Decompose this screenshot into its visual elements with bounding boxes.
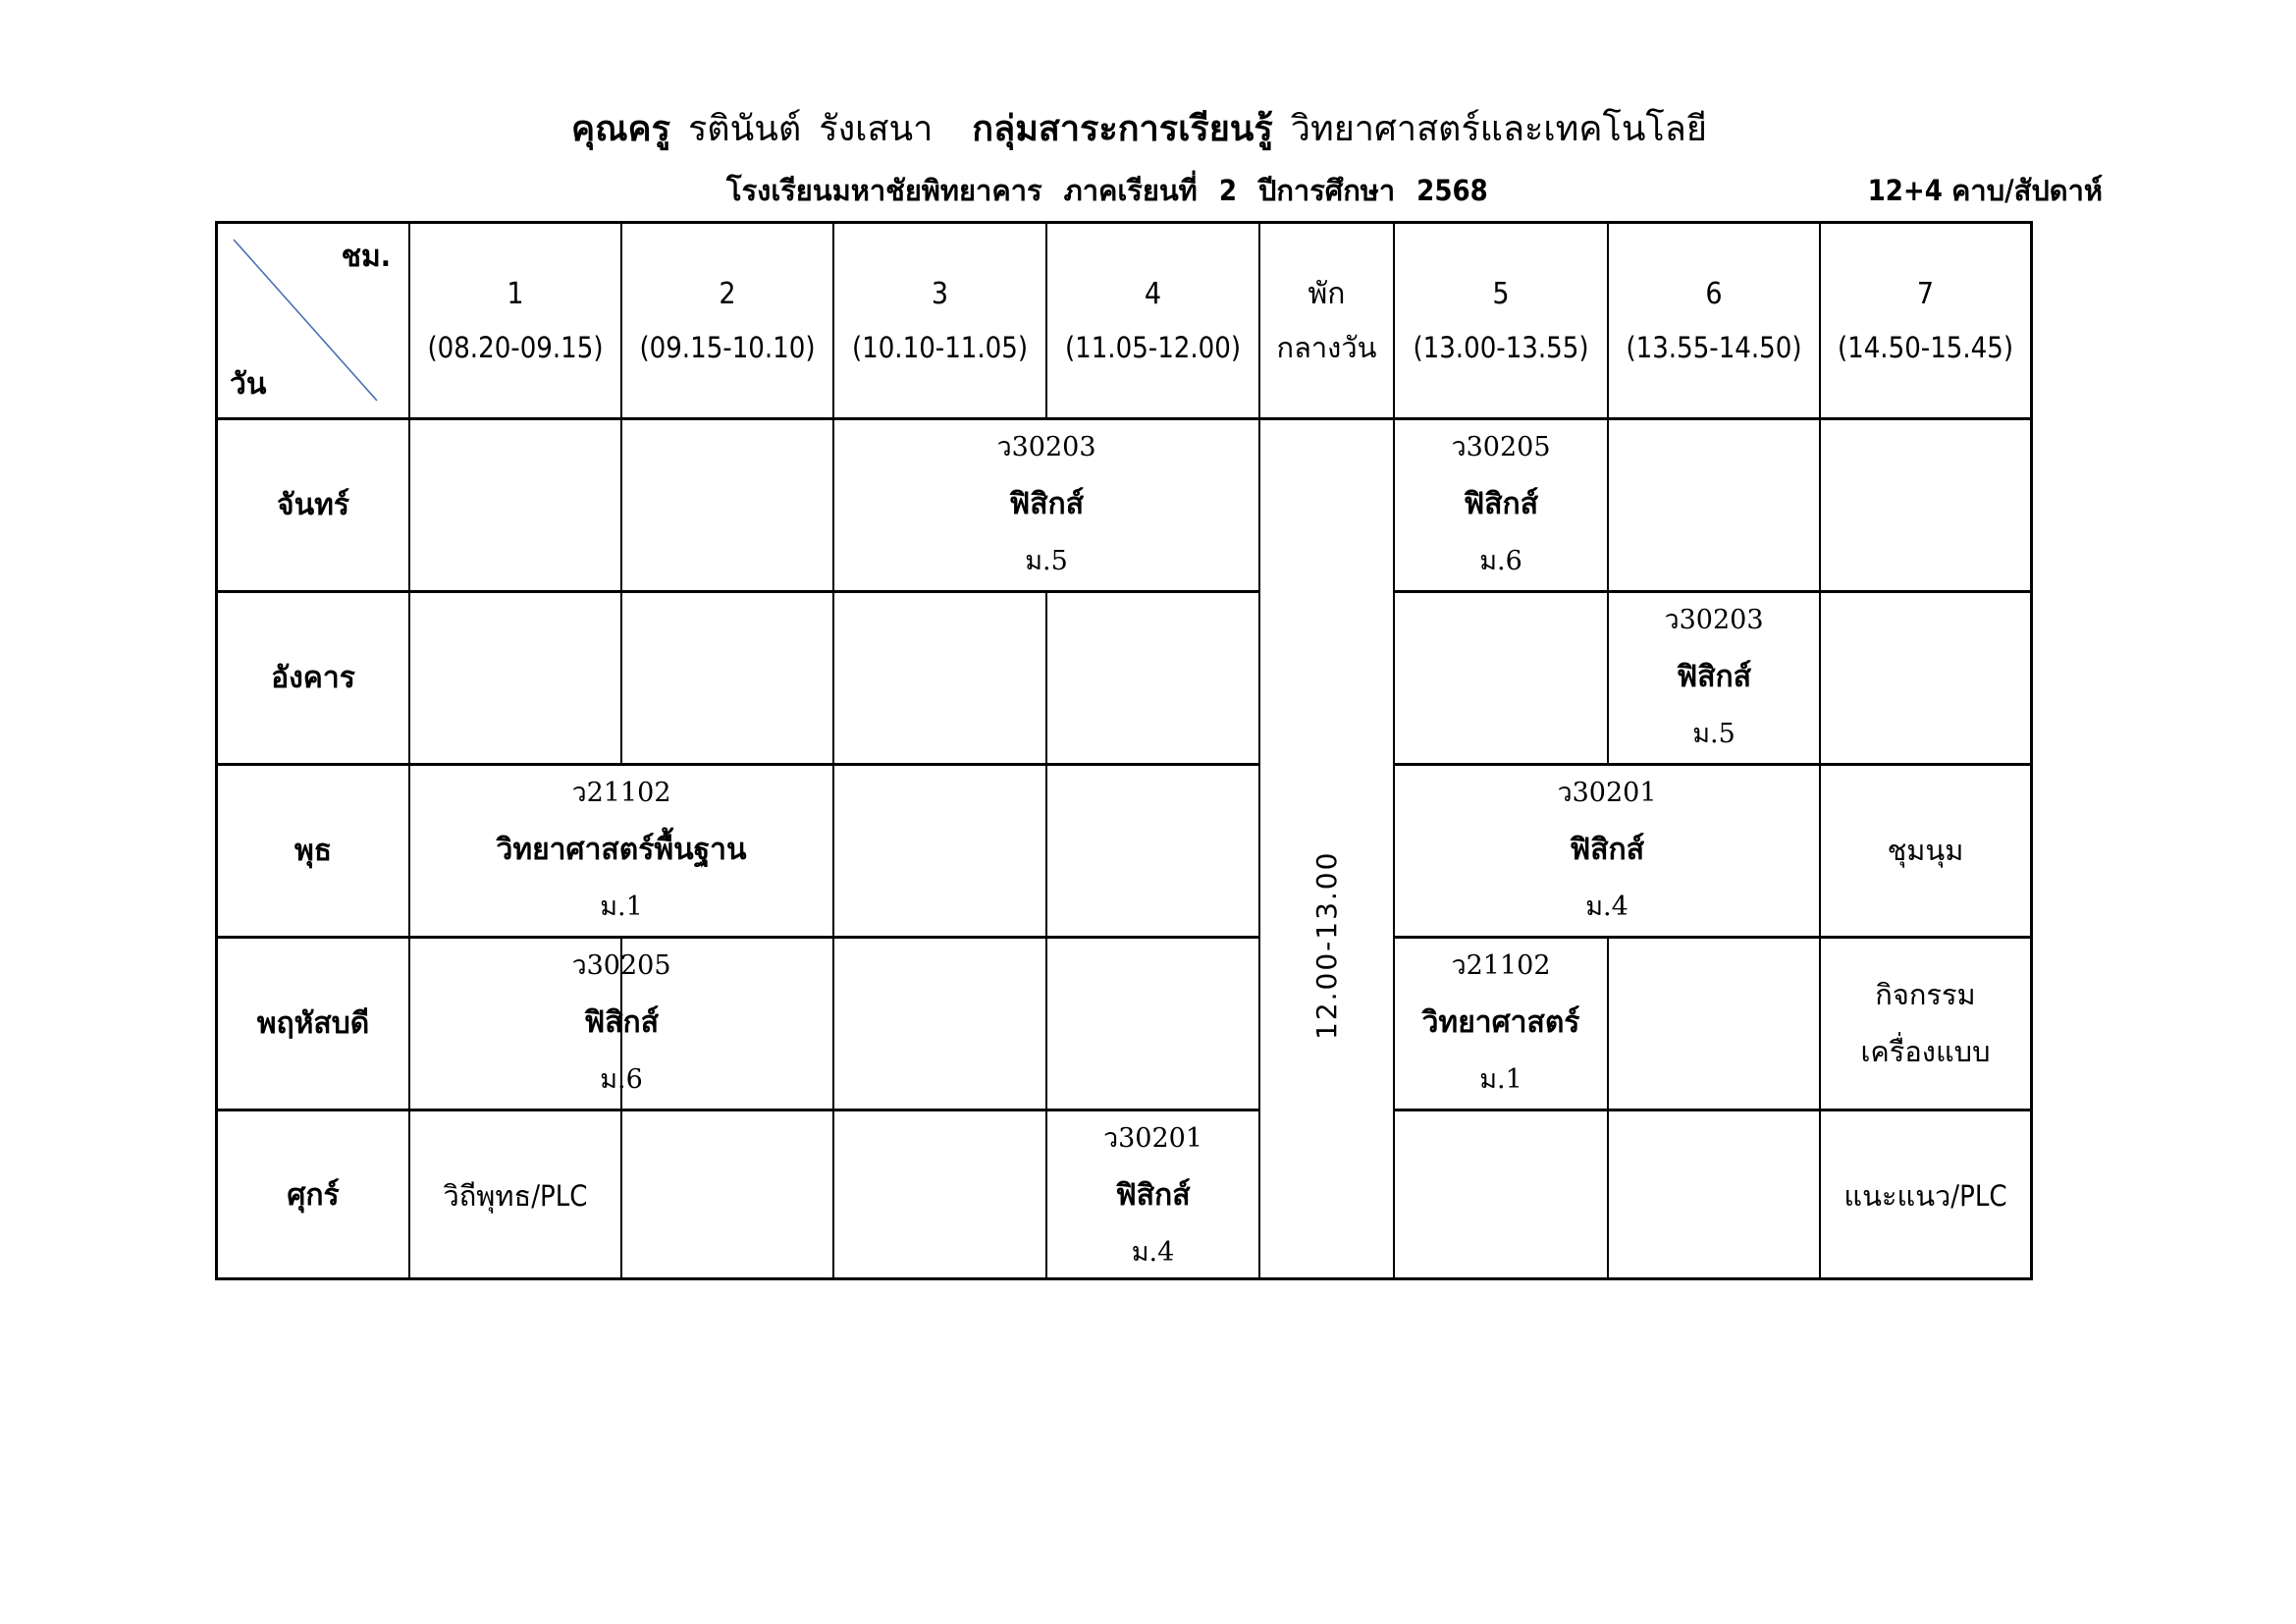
header-lunch — [1260, 224, 1393, 417]
corner-day-label: วัน — [230, 367, 267, 402]
period-number: 2 — [719, 276, 736, 311]
course-subject: ฟิสิกส์ — [583, 1005, 660, 1040]
class-slot[interactable] — [1047, 1110, 1258, 1280]
year-value: 2568 — [1416, 174, 1488, 207]
course-code: ว21102 — [1451, 950, 1551, 981]
course-level: ม.1 — [1479, 1064, 1522, 1095]
class-slot[interactable] — [834, 419, 1258, 590]
period-number: 3 — [931, 276, 949, 311]
course-code: ว30205 — [571, 950, 671, 981]
course-level: ม.5 — [1025, 546, 1068, 576]
lunch-label-2: กลางวัน — [1276, 330, 1377, 364]
header-period-2 — [622, 224, 832, 417]
period-time: (09.15-10.10) — [639, 330, 816, 364]
class-slot[interactable] — [1395, 938, 1607, 1109]
activity-text: แนะแนว/PLC — [1843, 1178, 2007, 1213]
day-friday: ศุกร์ — [287, 1178, 340, 1213]
course-code: ว30205 — [1451, 432, 1551, 462]
course-subject: ฟิสิกส์ — [1676, 660, 1752, 694]
header-period-1 — [410, 224, 620, 417]
course-level: ม.1 — [600, 892, 643, 922]
page-title — [0, 106, 2296, 153]
grid-line — [620, 592, 622, 765]
class-slot[interactable] — [1395, 765, 1819, 936]
period-number: 4 — [1144, 276, 1162, 311]
term-label: ภาคเรียนที่ — [1063, 174, 1198, 207]
class-slot[interactable] — [1609, 592, 1819, 763]
activity-text-line2: เครื่องแบบ — [1860, 1035, 1991, 1068]
course-level: ม.4 — [1131, 1236, 1175, 1268]
period-time: (11.05-12.00) — [1064, 330, 1242, 364]
teacher-label: คุณครู — [571, 109, 670, 149]
course-code: ว30201 — [1557, 778, 1657, 808]
period-number: 7 — [1916, 276, 1935, 311]
course-subject: ฟิสิกส์ — [1463, 487, 1539, 521]
header-period-5 — [1395, 224, 1607, 417]
day-thursday: พฤหัสบดี — [256, 1005, 370, 1041]
activity-slot[interactable] — [1821, 938, 2030, 1109]
course-subject: ฟิสิกส์ — [1115, 1177, 1191, 1213]
header-period-7 — [1821, 224, 2030, 417]
course-subject: วิทยาศาสตร์พื้นฐาน — [496, 833, 747, 867]
course-code: ว30203 — [1664, 605, 1764, 635]
day-tuesday: อังคาร — [271, 660, 355, 695]
periods-per-week: 12+4 คาบ/สัปดาห์ — [1867, 174, 2103, 207]
timetable — [215, 221, 2033, 1280]
lunch-label: พัก — [1308, 276, 1346, 311]
day-wednesday: พุธ — [294, 833, 333, 868]
class-slot[interactable] — [410, 938, 832, 1109]
header-period-3 — [834, 224, 1045, 417]
period-time: (13.00-13.55) — [1413, 330, 1589, 364]
activity-text: ชุมนุม — [1887, 834, 1964, 867]
term-value: 2 — [1218, 174, 1237, 207]
class-slot[interactable] — [410, 765, 832, 936]
activity-slot[interactable] — [410, 1110, 620, 1280]
period-number: 1 — [507, 276, 524, 311]
course-level: ม.6 — [1479, 546, 1522, 576]
corner-period-label: ชม. — [341, 240, 391, 274]
course-code: ว21102 — [571, 778, 671, 808]
class-slot[interactable] — [1395, 419, 1607, 590]
course-level: ม.6 — [600, 1064, 643, 1095]
activity-slot[interactable] — [1821, 1110, 2030, 1280]
subject-group-name: วิทยาศาสตร์และเทคโนโลยี — [1290, 109, 1707, 149]
subject-group-label: กลุ่มสาระการเรียนรู้ — [972, 109, 1273, 149]
activity-text: วิถีพุทธ/PLC — [443, 1178, 588, 1213]
period-time: (08.20-09.15) — [427, 330, 604, 364]
header-period-6 — [1609, 224, 1819, 417]
school-term-line — [726, 169, 1510, 212]
period-number: 5 — [1492, 276, 1510, 311]
header-period-4 — [1047, 224, 1258, 417]
teacher-last-name: รังเสนา — [819, 109, 934, 149]
school-name: โรงเรียนมหาชัยพิทยาคาร — [726, 174, 1042, 207]
lunch-column — [1260, 419, 1393, 1280]
lunch-time: 12.00-13.00 — [1310, 850, 1343, 1040]
course-subject: ฟิสิกส์ — [1569, 833, 1645, 867]
year-label: ปีการศึกษา — [1257, 174, 1396, 207]
period-time: (14.50-15.45) — [1837, 330, 2014, 364]
corner-cell — [218, 224, 408, 417]
grid-line — [620, 419, 622, 592]
activity-text-line1: กิจกรรม — [1875, 978, 1976, 1011]
teacher-first-name: รตินันต์ — [687, 109, 802, 149]
day-monday: จันทร์ — [277, 487, 349, 522]
period-number: 6 — [1705, 276, 1723, 311]
period-time: (13.55-14.50) — [1626, 330, 1802, 364]
course-level: ม.4 — [1585, 892, 1629, 922]
course-code: ว30203 — [996, 432, 1096, 462]
course-level: ม.5 — [1692, 719, 1735, 749]
course-subject: วิทยาศาสตร์ — [1421, 1005, 1580, 1040]
course-code: ว30201 — [1102, 1122, 1203, 1154]
period-time: (10.10-11.05) — [851, 330, 1029, 364]
course-subject: ฟิสิกส์ — [1008, 487, 1085, 521]
activity-slot[interactable] — [1821, 765, 2030, 936]
